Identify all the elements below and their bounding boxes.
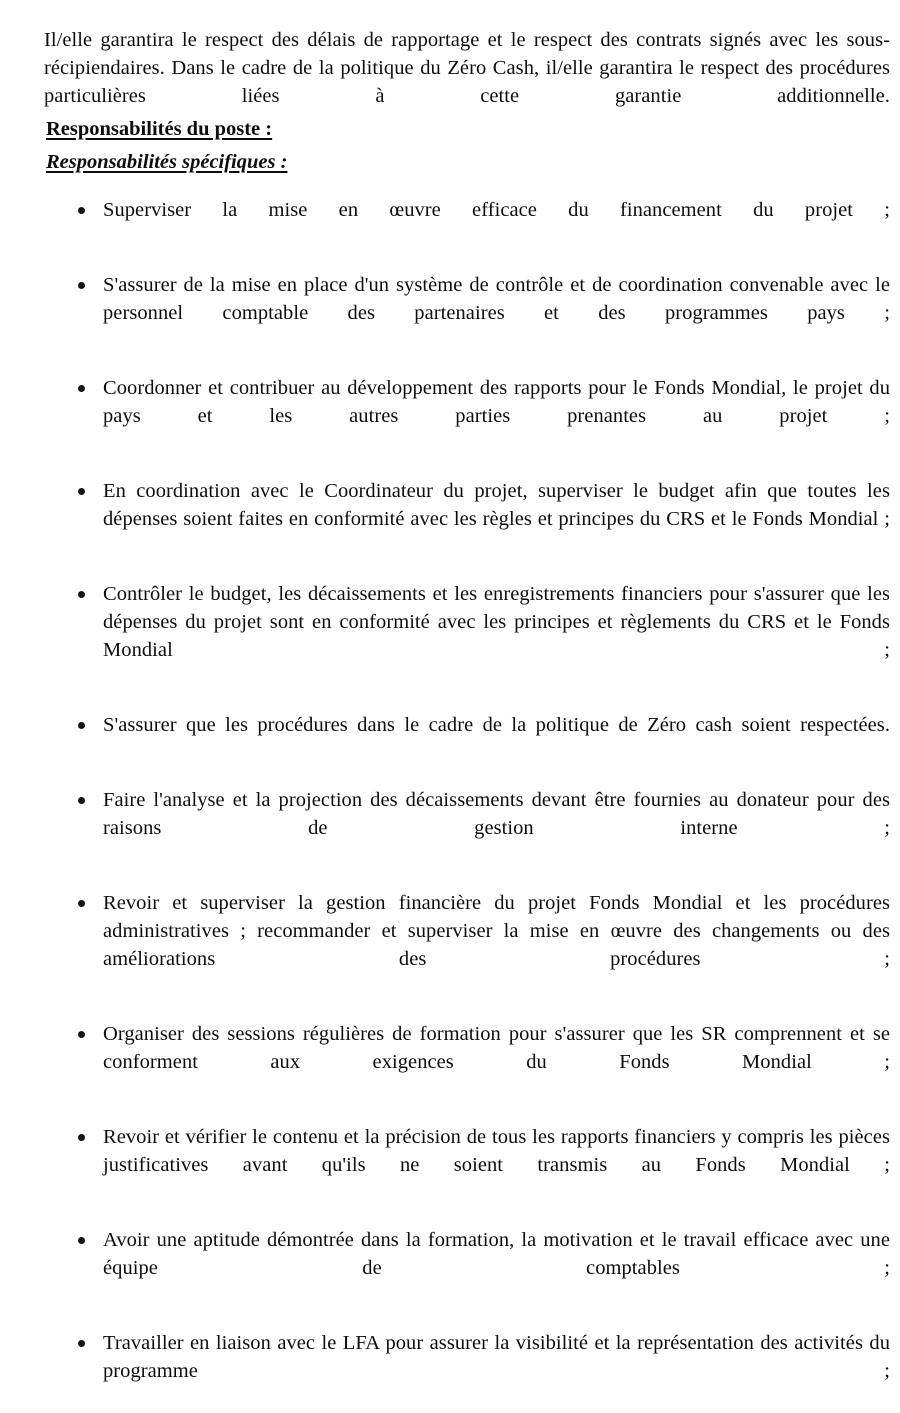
list-item <box>0 1226 900 1310</box>
bullet-dot-icon <box>78 591 85 598</box>
list-item <box>0 196 900 252</box>
bullet-dot-icon <box>78 722 85 729</box>
list-item-text: S'assurer de la mise en place d'un système de contrôle et de coordination convenable avec le personnel comptable des partenaires et des programmes pays ; <box>103 274 890 324</box>
bullet-dot-icon <box>78 282 85 289</box>
list-item <box>0 580 900 692</box>
list-item-text: Superviser la mise en œuvre efficace du financement du projet ; <box>103 199 890 221</box>
bullet-dot-icon <box>78 207 85 214</box>
list-item <box>0 889 900 1001</box>
heading-responsabilites-specifiques-text: Responsabilités spécifiques : <box>46 151 288 173</box>
list-item-text: Organiser des sessions régulières de formation pour s'assurer que les SR comprennent et se conforment aux exigences du Fonds Mondial ; <box>103 1023 890 1073</box>
bullet-dot-icon <box>78 1134 85 1141</box>
list-item-text: En coordination avec le Coordinateur du projet, superviser le budget afin que toutes les dépenses soient faites en conformité avec les règles et principes du CRS et le Fonds Mondial ; <box>103 480 890 530</box>
bullet-dot-icon <box>78 900 85 907</box>
section-headings <box>46 113 746 179</box>
list-item <box>0 711 900 767</box>
list-item-text: Avoir une aptitude démontrée dans la formation, la motivation et le travail efficace avec une équipe de comptables ; <box>103 1229 890 1279</box>
heading-responsabilites-du-poste <box>46 113 746 146</box>
list-item <box>0 1123 900 1207</box>
list-item <box>0 1329 900 1413</box>
intro-paragraph: Il/elle garantira le respect des délais de rapportage et le respect des contrats signés avec les sous-récipiendaires. Dans le cadre de la politique du Zéro Cash, il/elle garantira le respect des procédures particulières liées à cette garantie additionnelle. <box>44 28 890 107</box>
bullet-dot-icon <box>78 488 85 495</box>
list-item <box>0 374 900 458</box>
bullet-dot-icon <box>78 1340 85 1347</box>
list-item <box>0 271 900 355</box>
list-item <box>0 786 900 870</box>
list-item-text: Revoir et superviser la gestion financière du projet Fonds Mondial et les procédures administratives ; recommander et superviser la mise en œuvre des changements ou des améliorations des procédures ; <box>103 892 890 970</box>
responsibilities-list <box>0 196 900 1413</box>
bullet-dot-icon <box>78 385 85 392</box>
list-item-text: Faire l'analyse et la projection des décaissements devant être fournies au donateur pour des raisons de gestion interne ; <box>103 789 890 839</box>
list-item-text: S'assurer que les procédures dans le cadre de la politique de Zéro cash soient respectées. <box>103 714 890 736</box>
bullet-dot-icon <box>78 1237 85 1244</box>
list-item-text: Travailler en liaison avec le LFA pour assurer la visibilité et la représentation des activités du programme ; <box>103 1332 890 1382</box>
list-item <box>0 477 900 561</box>
list-item-text: Contrôler le budget, les décaissements et les enregistrements financiers pour s'assurer que les dépenses du projet sont en conformité avec les principes et règlements du CRS et le Fonds Mondial ; <box>103 583 890 661</box>
bullet-dot-icon <box>78 797 85 804</box>
heading-responsabilites-specifiques <box>46 146 746 179</box>
heading-responsabilites-du-poste-text: Responsabilités du poste : <box>46 118 273 140</box>
bullet-dot-icon <box>78 1031 85 1038</box>
list-item-text: Revoir et vérifier le contenu et la précision de tous les rapports financiers y compris les pièces justificatives avant qu'ils ne soient transmis au Fonds Mondial ; <box>103 1126 890 1176</box>
list-item-text: Coordonner et contribuer au développement des rapports pour le Fonds Mondial, le projet du pays et les autres parties prenantes au projet ; <box>103 377 890 427</box>
list-item <box>0 1020 900 1104</box>
